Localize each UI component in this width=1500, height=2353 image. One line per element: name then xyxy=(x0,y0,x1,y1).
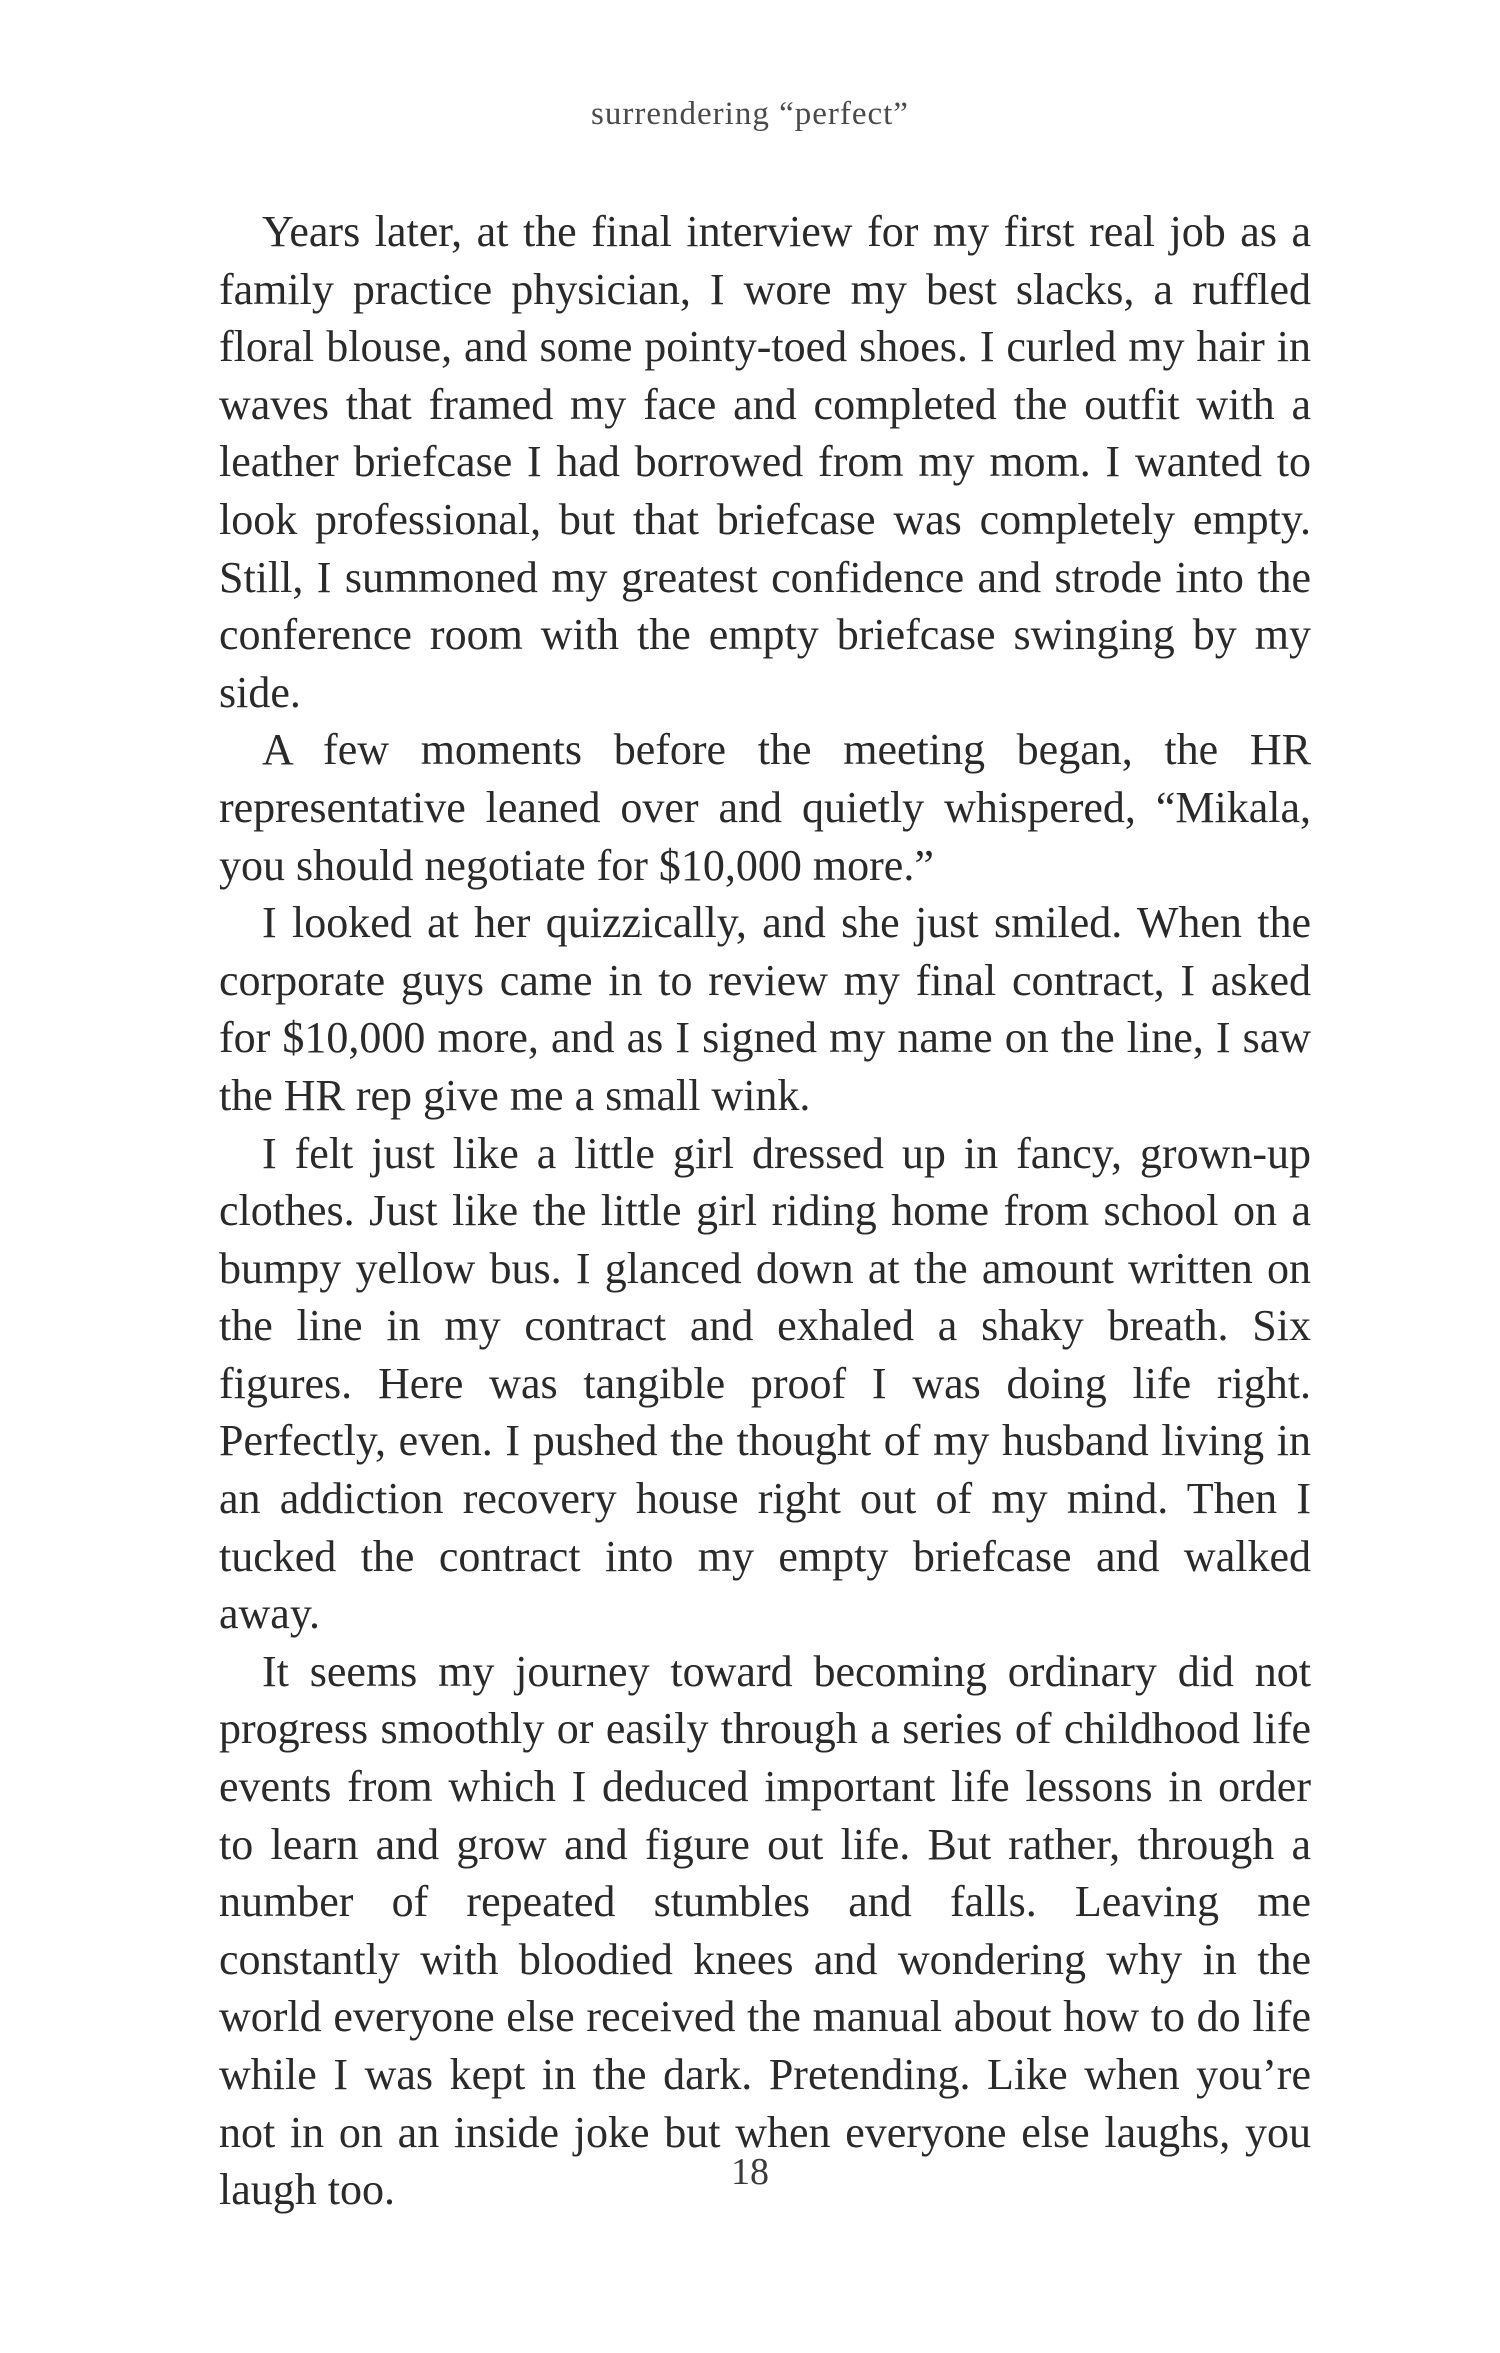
paragraph: Years later, at the final interview for my first real job as a family practice physician, I wore my best slacks, a ruffled floral blouse, and some pointy-toed shoes. I curled my hair in waves that framed my face and completed the outfit with a leather briefcase I had borrowed from my mom. I wanted to look professional, but that briefcase was completely empty. Still, I summoned my greatest confidence and strode into the conference room with the empty briefcase swinging by my side. xyxy=(219,207,1311,717)
paragraph: I felt just like a little girl dressed up in fancy, grown-up clothes. Just like the little girl riding home from school on a bumpy yellow bus. I glanced down at the amount written on the line in my contract and exhaled a shaky breath. Six figures. Here was tangible proof I was doing life right. Perfectly, even. I pushed the thought of my husband living in an addiction recovery house right out of my mind. Then I tucked the contract into my empty briefcase and walked away. xyxy=(219,1128,1311,1639)
paragraph: It seems my journey toward becoming ordinary did not progress smoothly or easily through a series of childhood life events from which I deduced important life lessons in order to learn and grow and figure out life. But rather, through a number of repeated stumbles and falls. Leaving me constantly with bloodied knees and wondering why in the world everyone else received the manual about how to do life while I was kept in the dark. Pretending. Like when you’re not in on an inside joke but when everyone else laughs, you laugh too. xyxy=(219,1646,1311,2215)
body-text xyxy=(219,203,1311,2219)
paragraph: I looked at her quizzically, and she just smiled. When the corporate guys came in to review my final contract, I asked for $10,000 more, and as I signed my name on the line, I saw the HR rep give me a small wink. xyxy=(219,898,1311,1120)
paragraph: A few moments before the meeting began, the HR representative leaned over and quietly whispered, “Mikala, you should negotiate for $10,000 more.” xyxy=(219,725,1311,890)
running-header: surrendering “perfect” xyxy=(591,96,909,132)
page-number: 18 xyxy=(731,2151,769,2193)
